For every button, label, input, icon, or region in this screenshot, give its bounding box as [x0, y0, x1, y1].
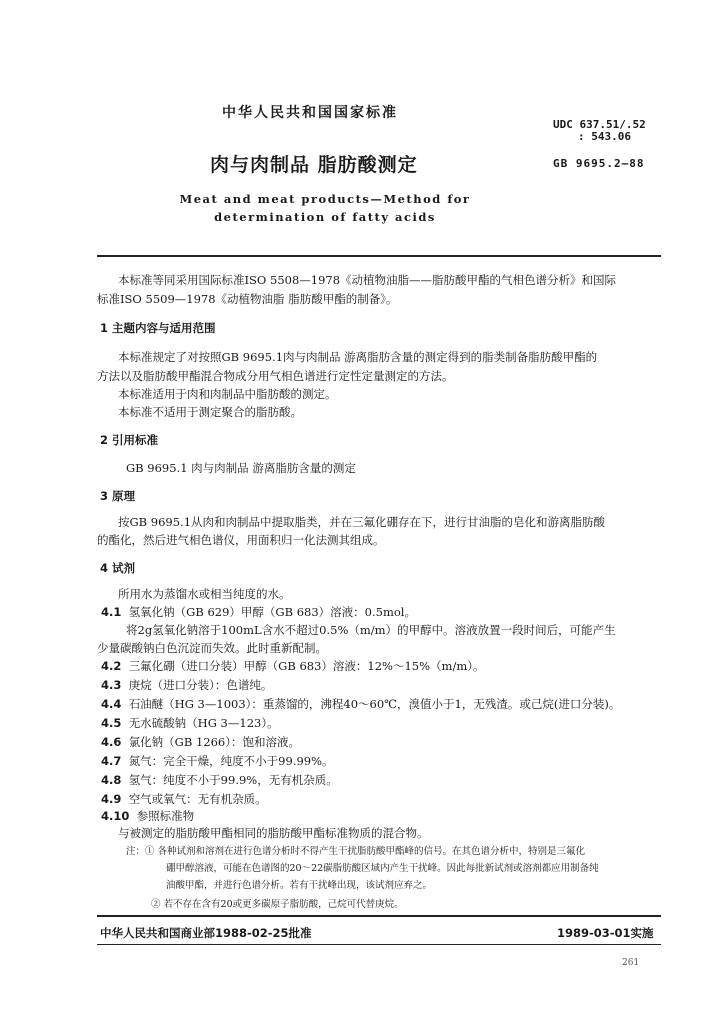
document-title-cn: 肉与肉制品 脂肪酸测定	[210, 154, 418, 176]
footer-rule	[97, 915, 661, 917]
reagent-item	[101, 772, 338, 788]
section-heading: 4 试剂	[100, 561, 136, 575]
section-heading: 3 原理	[100, 489, 136, 503]
note-line: 注：① 各种试剂和溶剂在进行色谱分析时不得产生干扰脂肪酸甲酯峰的信号。在其色谱分析中，特别是三氟化	[126, 846, 586, 857]
item-number: 4.5	[101, 716, 122, 730]
intro-line: 本标准等同采用国际标准ISO 5508—1978《动植物油脂——脂肪酸甲酯的气相色谱分析》和国际	[118, 273, 617, 287]
reagent-item	[101, 753, 334, 769]
paragraph-line: 本标准适用于肉和肉制品中脂肪酸的测定。	[118, 387, 337, 401]
item-number: 4.2	[101, 659, 122, 673]
item-text: 氢氧化钠（GB 629）甲醇（GB 683）溶液：0.5mol。	[128, 605, 416, 619]
paragraph-line: 本标准规定了对按照GB 9695.1肉与肉制品 游离脂肪含量的测定得到的脂类制备脂肪酸甲酯的	[118, 350, 598, 364]
reagent-item: 少量碳酸钠白色沉淀而失效。此时重新配制。	[97, 641, 327, 655]
item-number: 4.1	[101, 605, 122, 619]
item-text: 无水硫酸钠（HG 3—123）。	[128, 716, 279, 730]
udc-code-sub: : 543.06	[578, 130, 631, 143]
reagent-item	[101, 677, 272, 693]
item-text: 空气或氧气：无有机杂质。	[128, 792, 267, 806]
item-number: 4.9	[101, 792, 122, 806]
item-text: 庚烷（进口分装）：色谱纯。	[128, 678, 273, 692]
footer-rule-bottom	[97, 944, 661, 945]
paragraph-line: 本标准不适用于测定聚合的脂肪酸。	[118, 405, 302, 419]
item-text: 三氟化硼（进口分装）甲醇（GB 683）溶液：12%～15%（m/m）。	[128, 659, 485, 673]
note-line: 油酸甲酯，并进行色谱分析。若有干扰峰出现，该试剂应弃之。	[166, 880, 433, 891]
udc-code: UDC 637.51/.52	[553, 118, 646, 131]
paragraph-line: 与被测定的脂肪酸甲酯相同的脂肪酸甲酯标准物质的混合物。	[118, 826, 429, 840]
issuer-line: 中华人民共和国商业部1988-02-25批准	[100, 926, 312, 940]
document-title-en-line2: determination of fatty acids	[214, 210, 436, 224]
paragraph-line: 所用水为蒸馏水或相当纯度的水。	[118, 587, 291, 601]
note-line: ② 若不存在含有20或更多碳原子脂肪酸，己烷可代替庚烷。	[151, 899, 404, 910]
reagent-item	[101, 658, 484, 674]
item-text: 石油醚（HG 3—1003）：重蒸馏的，沸程40～60℃，溴值小于1，无残渣。或己烷(进口分装)。	[128, 697, 621, 711]
item-text: 氯化钠（GB 1266）：饱和溶液。	[128, 735, 300, 749]
reagent-item	[101, 696, 620, 712]
reagent-item	[101, 734, 300, 750]
paragraph-line: 的酯化，然后进气相色谱仪，用面积归一化法测其组成。	[97, 533, 385, 547]
item-text: 氢气：纯度不小于99.9%，无有机杂质。	[128, 773, 338, 787]
item-text: 氮气：完全干燥，纯度不小于99.99%。	[128, 754, 334, 768]
paragraph-line: 方法以及脂肪酸甲酯混合物成分用气相色谱进行定性定量测定的方法。	[97, 369, 454, 383]
item-number: 4.7	[101, 754, 122, 768]
effective-date: 1989-03-01实施	[557, 926, 654, 940]
paragraph-line: GB 9695.1 肉与肉制品 游离脂肪含量的测定	[126, 461, 356, 475]
document-title-en-line1: Meat and meat products—Method for	[179, 192, 471, 206]
item-number: 4.10	[101, 809, 130, 823]
reagent-item	[101, 808, 194, 824]
header-rule	[97, 255, 661, 257]
reagent-item	[101, 791, 267, 807]
item-text: 参照标准物	[136, 809, 195, 823]
note-line: 硼甲醇溶液，可能在色谱图的20～22碳脂肪酸区域内产生干扰峰。因此每批新试剂或溶剂都应用制备纯	[166, 863, 599, 874]
item-number: 4.4	[101, 697, 122, 711]
paragraph-line: 按GB 9695.1从肉和肉制品中提取脂类，并在三氟化硼存在下，进行甘油脂的皂化和游离脂肪酸	[118, 515, 606, 529]
item-number: 4.8	[101, 773, 122, 787]
reagent-item	[101, 604, 416, 620]
gb-number: GB 9695.2—88	[553, 157, 645, 170]
reagent-item	[101, 715, 279, 731]
standard-title: 中华人民共和国国家标准	[222, 105, 398, 121]
section-heading: 2 引用标准	[100, 433, 159, 447]
item-number: 4.3	[101, 678, 122, 692]
section-heading: 1 主题内容与适用范围	[100, 321, 216, 335]
intro-line: 标准ISO 5509—1978《动植物油脂 脂肪酸甲酯的制备》。	[97, 292, 398, 306]
reagent-item: 将2g氢氧化钠溶于100mL含水不超过0.5%（m/m）的甲醇中。溶液放置一段时间后，可能产生	[126, 623, 616, 637]
item-number: 4.6	[101, 735, 122, 749]
page-number: 261	[622, 958, 640, 968]
